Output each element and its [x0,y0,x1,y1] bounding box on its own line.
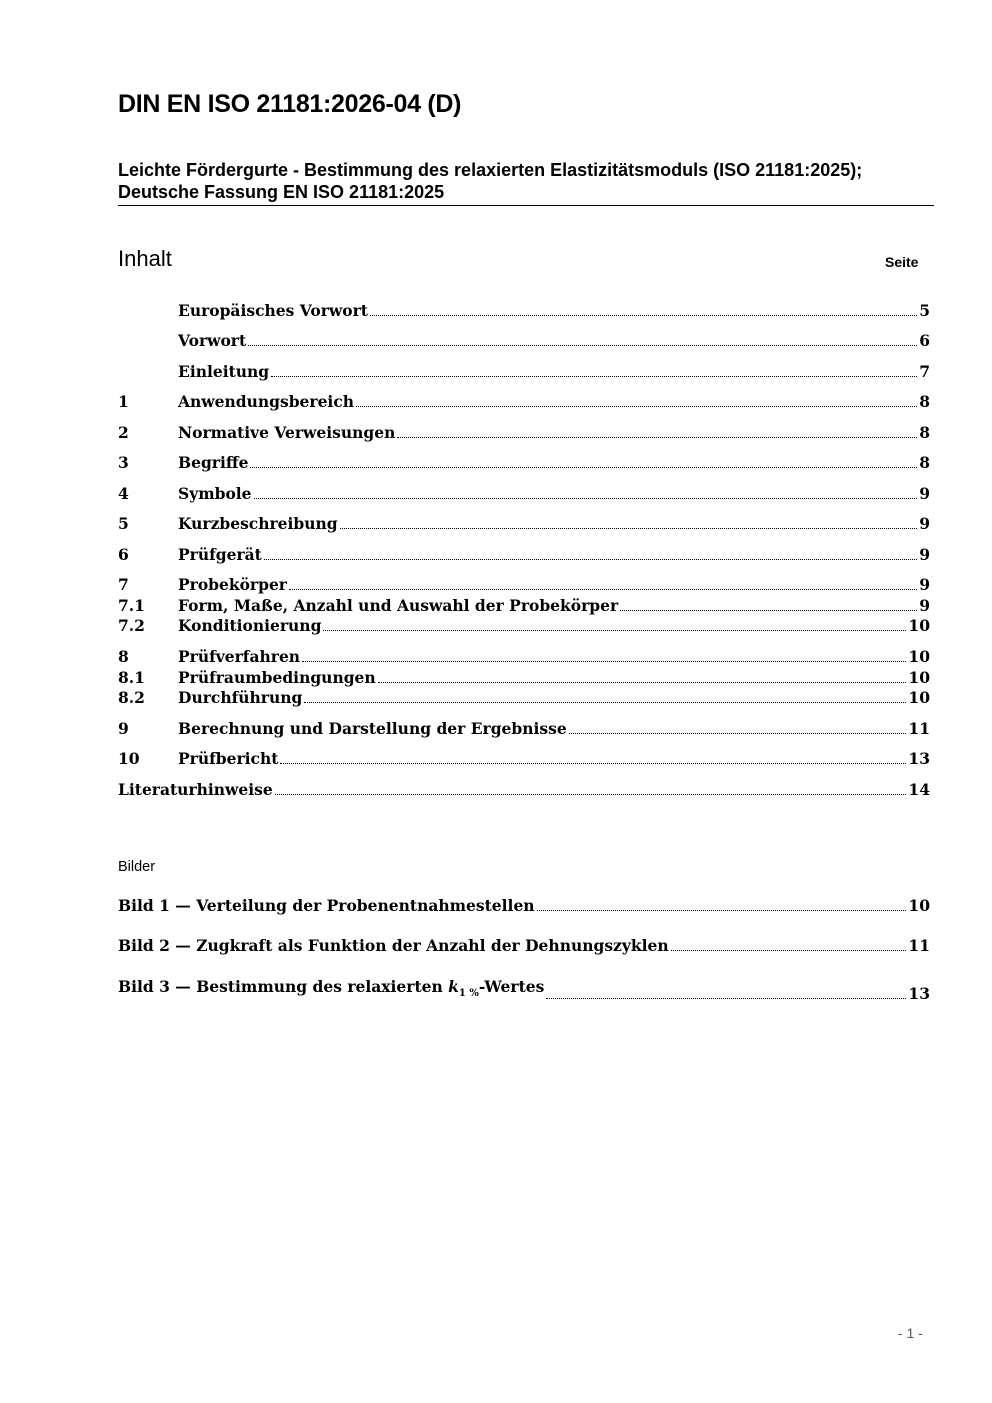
toc-leader [370,315,917,316]
toc-number: 5 [118,514,129,533]
toc-number: 2 [118,423,129,442]
title-divider [118,205,934,206]
toc-leader [254,498,918,499]
figure-page: 11 [908,936,930,955]
toc-entry[interactable] [118,720,930,738]
toc-page: 10 [908,668,930,687]
toc-number: 8 [118,647,129,666]
toc-page: 14 [908,780,930,799]
toc-page: 11 [908,719,930,738]
toc-label: Prüfgerät [178,545,262,564]
toc-leader [340,528,918,529]
figure-label [118,978,544,1003]
toc-label: Kurzbeschreibung [178,514,338,533]
toc-entry[interactable] [118,302,930,320]
toc-entry[interactable] [118,669,930,687]
toc-page: 10 [908,688,930,707]
toc-entry[interactable] [118,750,930,768]
toc-entry[interactable] [118,546,930,564]
figure-page: 10 [908,896,930,915]
k-subscript: 1 % [458,988,479,1000]
document-title: DIN EN ISO 21181:2026-04 (D) [118,90,462,118]
toc-entry[interactable] [118,515,930,533]
figure-entry[interactable] [118,897,930,915]
toc-number: 8.1 [118,668,145,687]
toc-entry[interactable] [118,363,930,381]
toc-page: 8 [919,423,930,442]
toc-page: 13 [908,749,930,768]
toc-label: Symbole [178,484,252,503]
toc-leader [275,794,907,795]
toc-number: 3 [118,453,129,472]
toc-label: Begriffe [178,453,249,472]
toc-label: Vorwort [178,331,247,350]
toc-page: 8 [919,392,930,411]
toc-page: 9 [919,596,930,615]
figure-page: 13 [908,984,930,1004]
toc-entry[interactable] [118,485,930,503]
toc-page: 9 [919,484,930,503]
toc-page: 6 [919,331,930,350]
toc-entry[interactable] [118,648,930,666]
toc-label: Prüfraumbedingungen [178,668,376,687]
toc-label: Normative Verweisungen [178,423,396,442]
toc-label: Europäisches Vorwort [178,301,368,320]
toc-page: 10 [908,616,930,635]
toc-leader [302,661,906,662]
toc-entry[interactable] [118,393,930,411]
toc-leader [248,345,917,346]
toc-leader [271,376,917,377]
toc-leader [323,630,906,631]
toc-leader [264,559,917,560]
toc-leader [378,682,907,683]
toc-leader [569,733,907,734]
toc-number: 6 [118,545,129,564]
toc-number: 7.2 [118,616,145,635]
page-column-label: Seite [885,254,919,270]
toc-entry[interactable] [118,781,930,799]
toc-number: 7.1 [118,596,145,615]
k-symbol: k [448,977,459,996]
toc-leader [280,763,906,764]
toc-label: Literaturhinweise [118,780,273,799]
toc-page: 9 [919,575,930,594]
toc-entry[interactable] [118,424,930,442]
document-subtitle: Leichte Fördergurte - Bestimmung des relaxierten Elastizitätsmoduls (ISO 21181:2025); Deutsche Fassung EN ISO 21181:2025 [118,160,863,202]
toc-leader [250,467,917,468]
toc-label: Prüfbericht [178,749,279,768]
figure-label: Bild 1 — Verteilung der Probenentnahmestellen [118,896,535,915]
toc-label: Anwendungsbereich [178,392,355,411]
toc-number: 9 [118,719,129,738]
toc-number: 4 [118,484,129,503]
figure-entry[interactable] [118,978,930,1003]
toc-leader [289,589,917,590]
toc-label: Durchführung [178,688,303,707]
toc-entry[interactable] [118,454,930,472]
figure-leader [546,998,906,999]
figure-label-after: -Wertes [478,977,545,996]
toc-leader [397,437,917,438]
toc-label: Prüfverfahren [178,647,301,666]
page-number: - 1 - [898,1325,923,1341]
toc-number: 8.2 [118,688,145,707]
toc-label: Konditionierung [178,616,322,635]
toc-number: 10 [118,749,140,768]
figure-leader [537,910,907,911]
toc-entry[interactable] [118,597,930,615]
contents-heading: Inhalt [118,246,172,271]
toc-page: 10 [908,647,930,666]
toc-entry[interactable] [118,689,930,707]
toc-page: 9 [919,545,930,564]
toc-leader [304,702,906,703]
figure-leader [671,950,907,951]
toc-page: 5 [919,301,930,320]
figure-label-before: Bild 3 — Bestimmung des relaxierten [118,977,449,996]
toc-label: Form, Maße, Anzahl und Auswahl der Probekörper [178,596,619,615]
toc-page: 7 [919,362,930,381]
toc-number: 7 [118,575,129,594]
toc-leader [620,610,917,611]
toc-label: Berechnung und Darstellung der Ergebnisse [178,719,567,738]
toc-page: 9 [919,514,930,533]
toc-page: 8 [919,453,930,472]
figure-entry[interactable] [118,937,930,955]
toc-label: Einleitung [178,362,270,381]
figure-label: Bild 2 — Zugkraft als Funktion der Anzahl der Dehnungszyklen [118,936,669,955]
figures-heading: Bilder [118,859,156,875]
toc-label: Probekörper [178,575,287,594]
toc-entry[interactable] [118,576,930,594]
toc-entry[interactable] [118,332,930,350]
toc-entry[interactable] [118,617,930,635]
toc-leader [356,406,917,407]
toc-number: 1 [118,392,129,411]
